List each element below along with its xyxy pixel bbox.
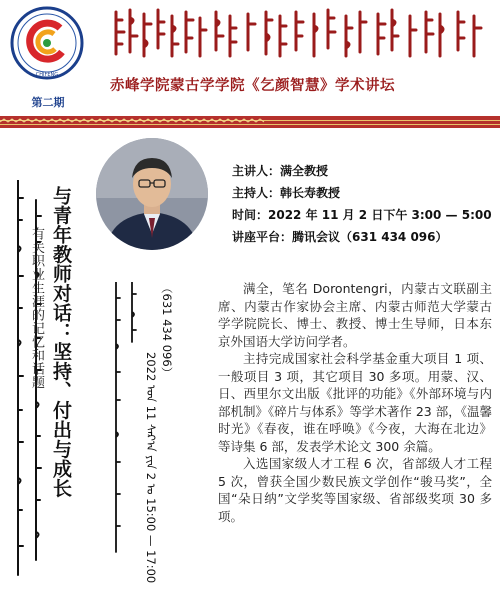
lecture-title: 与青年教师对话：坚持、付出与成长 bbox=[50, 186, 72, 498]
speaker-photo bbox=[96, 138, 208, 250]
university-logo bbox=[10, 6, 84, 80]
svg-text:CHIFENG: CHIFENG bbox=[35, 72, 59, 78]
speaker-bio bbox=[218, 280, 492, 525]
bio-paragraph: 入选国家级人才工程 6 次，省部级人才工程 5 次，曾获全国少数民族文学创作“骏马奖”，全国“朵日纳”文学奖等国家级、省部级奖项 30 多项。 bbox=[218, 456, 492, 524]
meeting-id-vertical: （631 434 096） bbox=[160, 282, 174, 379]
host-line: 主持人：韩长寿教授 bbox=[232, 186, 341, 200]
forum-title: 赤峰学院蒙古学学院《乞颜智慧》学术讲坛 bbox=[110, 78, 395, 94]
lecture-subtitle: ——有关职业生涯的记忆和话题 bbox=[29, 200, 44, 389]
platform-line: 讲座平台：腾讯会议（631 434 096） bbox=[232, 230, 448, 244]
header bbox=[0, 0, 500, 118]
bio-paragraph: 主持完成国家社会科学基金重大项目 1 项、一般项目 3 项，其它项目 30 多项。用蒙、汉、日、西里尔文出版《批评的功能》《外部环境与内部机制》《碎片与体系》等学术著作 23 部，《温馨时光》《春夜，谁在呼唤》《今夜，大海在北边》等诗集 6 部，发表学术论文 300 余篇。 bbox=[218, 351, 492, 454]
time-line: 时间：2022 年 11 月 2 日下午 3:00 — 5:00 bbox=[232, 208, 492, 222]
header-band bbox=[0, 116, 500, 128]
date-time-vertical: 2022 ᠤᠨ 11 ᠰᠠᠷ᠎ᠠ ᠶᠢᠨ 2 ᠤ 15:00 — 17:00 bbox=[144, 352, 158, 584]
speaker-line: 主讲人：满全教授 bbox=[232, 164, 329, 178]
issue-label: 第二期 bbox=[31, 96, 65, 109]
mongolian-script-title bbox=[110, 6, 490, 60]
bio-paragraph: 满全，笔名 Dorontengri，内蒙古文联副主席、内蒙古作家协会主席、内蒙古师范大学蒙古学学院院长、博士、教授、博士生导师，日本东京外国语大学访问学者。 bbox=[218, 281, 492, 349]
lecture-info bbox=[232, 160, 492, 248]
